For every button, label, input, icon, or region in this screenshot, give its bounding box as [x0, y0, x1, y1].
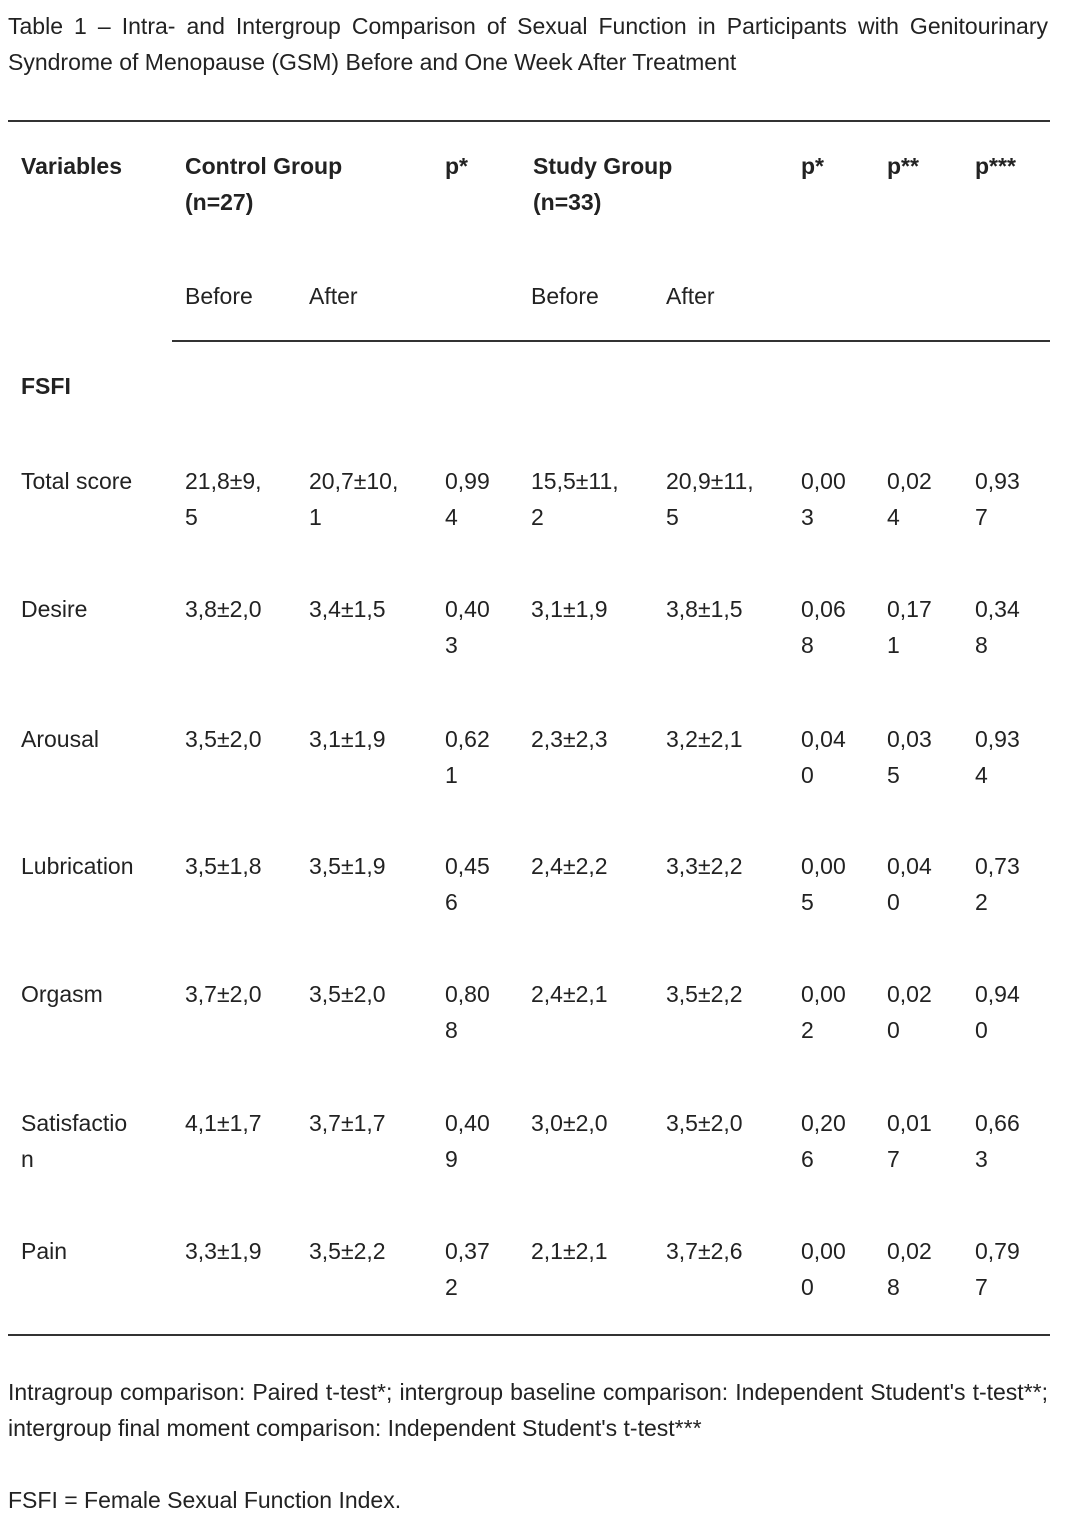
header-study-group: Study Group (n=33)	[533, 153, 673, 215]
cell-p-intra-study: 0,06 8	[801, 596, 846, 658]
cell-variable: Arousal	[21, 726, 99, 752]
cell-study-before: 2,3±2,3	[531, 726, 608, 752]
cell-p-intra-study: 0,00 2	[801, 981, 846, 1043]
cell-p-final: 0,79 7	[975, 1238, 1020, 1300]
cell-p-intra-control: 0,62 1	[445, 726, 490, 788]
cell-p-baseline: 0,02 8	[887, 1238, 932, 1300]
subheader-rule	[172, 340, 1050, 342]
header-p-intra-control: p*	[445, 153, 468, 179]
cell-control-after: 3,5±2,2	[309, 1238, 386, 1264]
cell-p-intra-study: 0,04 0	[801, 726, 846, 788]
cell-study-after: 3,2±2,1	[666, 726, 743, 752]
cell-p-intra-control: 0,80 8	[445, 981, 490, 1043]
cell-control-after: 3,5±1,9	[309, 853, 386, 879]
header-control-group: Control Group (n=27)	[185, 153, 343, 215]
cell-control-before: 3,5±1,8	[185, 853, 262, 879]
cell-p-intra-control: 0,37 2	[445, 1238, 490, 1300]
cell-control-before: 3,7±2,0	[185, 981, 262, 1007]
cell-study-before: 3,1±1,9	[531, 596, 608, 622]
cell-study-after: 3,5±2,2	[666, 981, 743, 1007]
cell-control-before: 21,8±9, 5	[185, 468, 262, 530]
cell-study-after: 3,5±2,0	[666, 1110, 743, 1136]
cell-p-final: 0,66 3	[975, 1110, 1020, 1172]
subheader-control-before: Before	[185, 283, 253, 309]
cell-study-after: 3,3±2,2	[666, 853, 743, 879]
cell-p-intra-study: 0,00 3	[801, 468, 846, 530]
cell-p-intra-control: 0,99 4	[445, 468, 490, 530]
cell-p-final: 0,93 7	[975, 468, 1020, 530]
cell-variable: Total score	[21, 468, 133, 494]
cell-p-baseline: 0,04 0	[887, 853, 932, 915]
cell-control-after: 3,1±1,9	[309, 726, 386, 752]
cell-study-before: 2,4±2,2	[531, 853, 608, 879]
table-top-rule	[8, 120, 1050, 122]
cell-control-before: 3,5±2,0	[185, 726, 262, 752]
cell-p-intra-control: 0,45 6	[445, 853, 490, 915]
cell-control-before: 4,1±1,7	[185, 1110, 262, 1136]
subheader-control-after: After	[309, 283, 358, 309]
cell-control-after: 20,7±10, 1	[309, 468, 399, 530]
cell-p-final: 0,34 8	[975, 596, 1020, 658]
header-p-final: p***	[975, 153, 1016, 179]
cell-p-baseline: 0,03 5	[887, 726, 932, 788]
cell-p-baseline: 0,02 4	[887, 468, 932, 530]
table-bottom-rule	[8, 1334, 1050, 1336]
cell-variable: Pain	[21, 1238, 68, 1264]
cell-variable: Lubrication	[21, 853, 134, 879]
subheader-study-before: Before	[531, 283, 599, 309]
cell-p-baseline: 0,01 7	[887, 1110, 932, 1172]
cell-variable: Desire	[21, 596, 88, 622]
subheader-study-after: After	[666, 283, 715, 309]
cell-study-after: 20,9±11, 5	[666, 468, 754, 530]
cell-study-before: 2,1±2,1	[531, 1238, 608, 1264]
cell-p-intra-study: 0,20 6	[801, 1110, 846, 1172]
cell-control-after: 3,5±2,0	[309, 981, 386, 1007]
section-label-fsfi: FSFI	[21, 373, 71, 399]
cell-p-baseline: 0,02 0	[887, 981, 932, 1043]
table-footnote: Intragroup comparison: Paired t-test*; intergroup baseline comparison: Independent Student's t-test**; intergroup final moment comparison: Independent Student's t-test***	[8, 1379, 1048, 1441]
cell-p-final: 0,94 0	[975, 981, 1020, 1043]
cell-study-before: 2,4±2,1	[531, 981, 608, 1007]
cell-variable: Orgasm	[21, 981, 103, 1007]
header-p-baseline: p**	[887, 153, 919, 179]
cell-control-before: 3,8±2,0	[185, 596, 262, 622]
cell-study-after: 3,7±2,6	[666, 1238, 743, 1264]
cell-p-intra-study: 0,00 5	[801, 853, 846, 915]
cell-study-before: 3,0±2,0	[531, 1110, 608, 1136]
table-caption: Table 1 – Intra- and Intergroup Comparison of Sexual Function in Participants with Genitourinary Syndrome of Menopause (GSM) Before and One Week After Treatment	[8, 13, 1048, 75]
abbreviation-note: FSFI = Female Sexual Function Index.	[8, 1487, 402, 1513]
cell-variable: Satisfactio n	[21, 1110, 128, 1172]
cell-p-baseline: 0,17 1	[887, 596, 932, 658]
header-p-intra-study: p*	[801, 153, 824, 179]
cell-control-before: 3,3±1,9	[185, 1238, 262, 1264]
cell-p-intra-study: 0,00 0	[801, 1238, 846, 1300]
cell-control-after: 3,7±1,7	[309, 1110, 386, 1136]
cell-study-before: 15,5±11, 2	[531, 468, 619, 530]
cell-control-after: 3,4±1,5	[309, 596, 386, 622]
cell-study-after: 3,8±1,5	[666, 596, 743, 622]
header-variables: Variables	[21, 153, 123, 179]
cell-p-final: 0,93 4	[975, 726, 1020, 788]
cell-p-intra-control: 0,40 9	[445, 1110, 490, 1172]
cell-p-final: 0,73 2	[975, 853, 1020, 915]
cell-p-intra-control: 0,40 3	[445, 596, 490, 658]
